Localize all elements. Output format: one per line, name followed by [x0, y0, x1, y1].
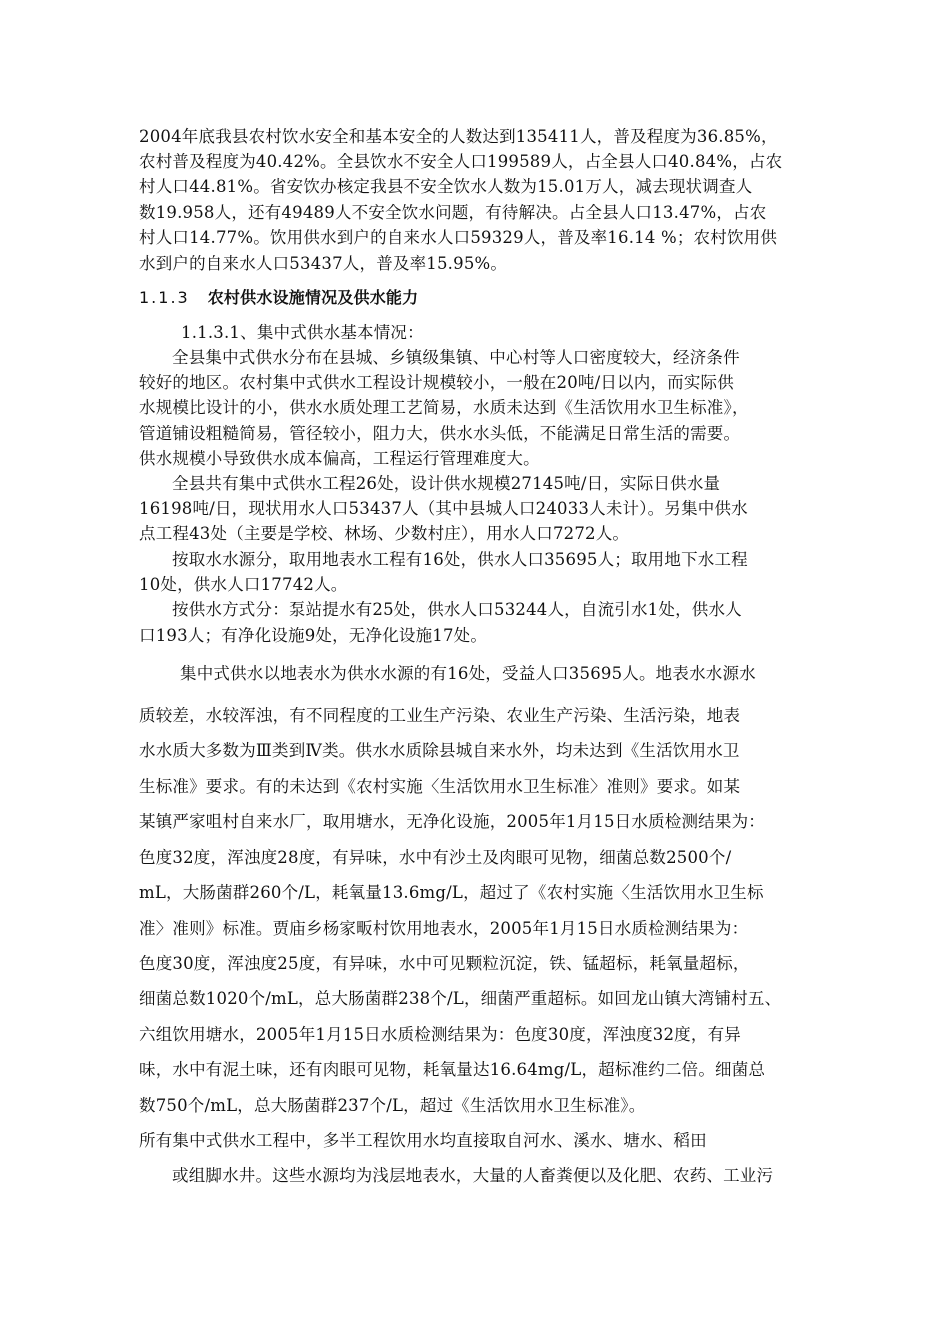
subsection-heading: 1.1.3.1、集中式供水基本情况： [181, 323, 424, 342]
paragraph-line: 数750个/mL，总大肠菌群237个/L，超过《生活饮用水卫生标准》。 [139, 1096, 646, 1115]
paragraph-line: 10处，供水人口17742人。 [139, 575, 348, 594]
paragraph-line: 农村普及程度为40.42%。全县饮水不安全人口199589人，占全县人口40.84%，占农 [139, 152, 783, 171]
paragraph-line: 16198吨/日，现状用水人口53437人（其中县城人口24033人未计）。另集中供水 [139, 499, 748, 518]
paragraph-line: 按取水水源分，取用地表水工程有16处，供水人口35695人；取用地下水工程 [172, 550, 748, 569]
paragraph-line: 质较差，水较浑浊，有不同程度的工业生产污染、农业生产污染、生活污染，地表 [139, 706, 741, 725]
paragraph-line: 按供水方式分：泵站提水有25处，供水人口53244人，自流引水1处，供水人 [172, 600, 742, 619]
paragraph-line: 某镇严家咀村自来水厂，取用塘水，无净化设施，2005年1月15日水质检测结果为： [139, 812, 765, 831]
paragraph-line: 数19.958人，还有49489人不安全饮水问题，有待解决。占全县人口13.47%，占农 [139, 203, 767, 222]
paragraph-line: 水到户的自来水人口53437人，普及率15.95%。 [139, 254, 508, 273]
paragraph-line: 色度32度，浑浊度28度，有异味，水中有沙土及肉眼可见物，细菌总数2500个/ [139, 848, 732, 867]
paragraph-line: 全县集中式供水分布在县城、乡镇级集镇、中心村等人口密度较大，经济条件 [172, 348, 740, 367]
paragraph-line: 点工程43处（主要是学校、林场、少数村庄），用水人口7272人。 [139, 524, 630, 543]
paragraph-line: 细菌总数1020个/mL，总大肠菌群238个/L，细菌严重超标。如回龙山镇大湾铺村五、 [139, 989, 782, 1008]
paragraph-line: 色度30度，浑浊度25度，有异味，水中可见颗粒沉淀，铁、锰超标，耗氧量超标， [139, 954, 750, 973]
paragraph-line: 村人口44.81%。省安饮办核定我县不安全饮水人数为15.01万人，减去现状调查人 [139, 177, 753, 196]
paragraph-line: 2004年底我县农村饮水安全和基本安全的人数达到135411人，普及程度为36.85%， [139, 127, 778, 146]
paragraph-line: 水规模比设计的小，供水水质处理工艺简易，水质未达到《生活饮用水卫生标准》， [139, 398, 749, 417]
paragraph-line: 所有集中式供水工程中，多半工程饮用水均直接取自河水、溪水、塘水、稻田 [139, 1131, 707, 1150]
paragraph-line: 口193人；有净化设施9处，无净化设施17处。 [139, 626, 488, 645]
paragraph-line: 或组脚水井。这些水源均为浅层地表水，大量的人畜粪便以及化肥、农药、工业污 [172, 1166, 774, 1185]
paragraph-line: 村人口14.77%。饮用供水到户的自来水人口59329人，普及率16.14 %；农村饮用供 [139, 228, 778, 247]
paragraph-line: 准〉准则》标准。贾庙乡杨家畈村饮用地表水，2005年1月15日水质检测结果为： [139, 919, 749, 938]
section-title: 农村供水设施情况及供水能力 [207, 288, 419, 307]
paragraph-line: 六组饮用塘水，2005年1月15日水质检测结果为：色度30度，浑浊度32度，有异 [139, 1025, 741, 1044]
paragraph-line: 较好的地区。农村集中式供水工程设计规模较小，一般在20吨/日以内，而实际供 [139, 373, 734, 392]
paragraph-line: 管道铺设粗糙简易，管径较小，阻力大，供水水头低，不能满足日常生活的需要。 [139, 424, 741, 443]
paragraph-line: 味，水中有泥土味，还有肉眼可见物，耗氧量达16.64mg/L，超标准约二倍。细菌总 [139, 1060, 766, 1079]
paragraph-line: 生标准》要求。有的未达到《农村实施〈生活饮用水卫生标准〉准则》要求。如某 [139, 777, 741, 796]
paragraph-line: mL，大肠菌群260个/L，耗氧量13.6mg/L，超过了《农村实施〈生活饮用水卫生标 [139, 883, 764, 902]
paragraph-line: 供水规模小导致供水成本偏高，工程运行管理难度大。 [139, 449, 540, 468]
section-number: 1.1.3 [139, 288, 190, 307]
paragraph-line: 水水质大多数为Ⅲ类到Ⅳ类。供水水质除县城自来水外，均未达到《生活饮用水卫 [139, 741, 740, 760]
paragraph-line: 全县共有集中式供水工程26处，设计供水规模27145吨/日，实际日供水量 [172, 474, 721, 493]
section-heading [139, 288, 418, 308]
paragraph-line: 集中式供水以地表水为供水水源的有16处，受益人口35695人。地表水水源水 [180, 664, 756, 683]
